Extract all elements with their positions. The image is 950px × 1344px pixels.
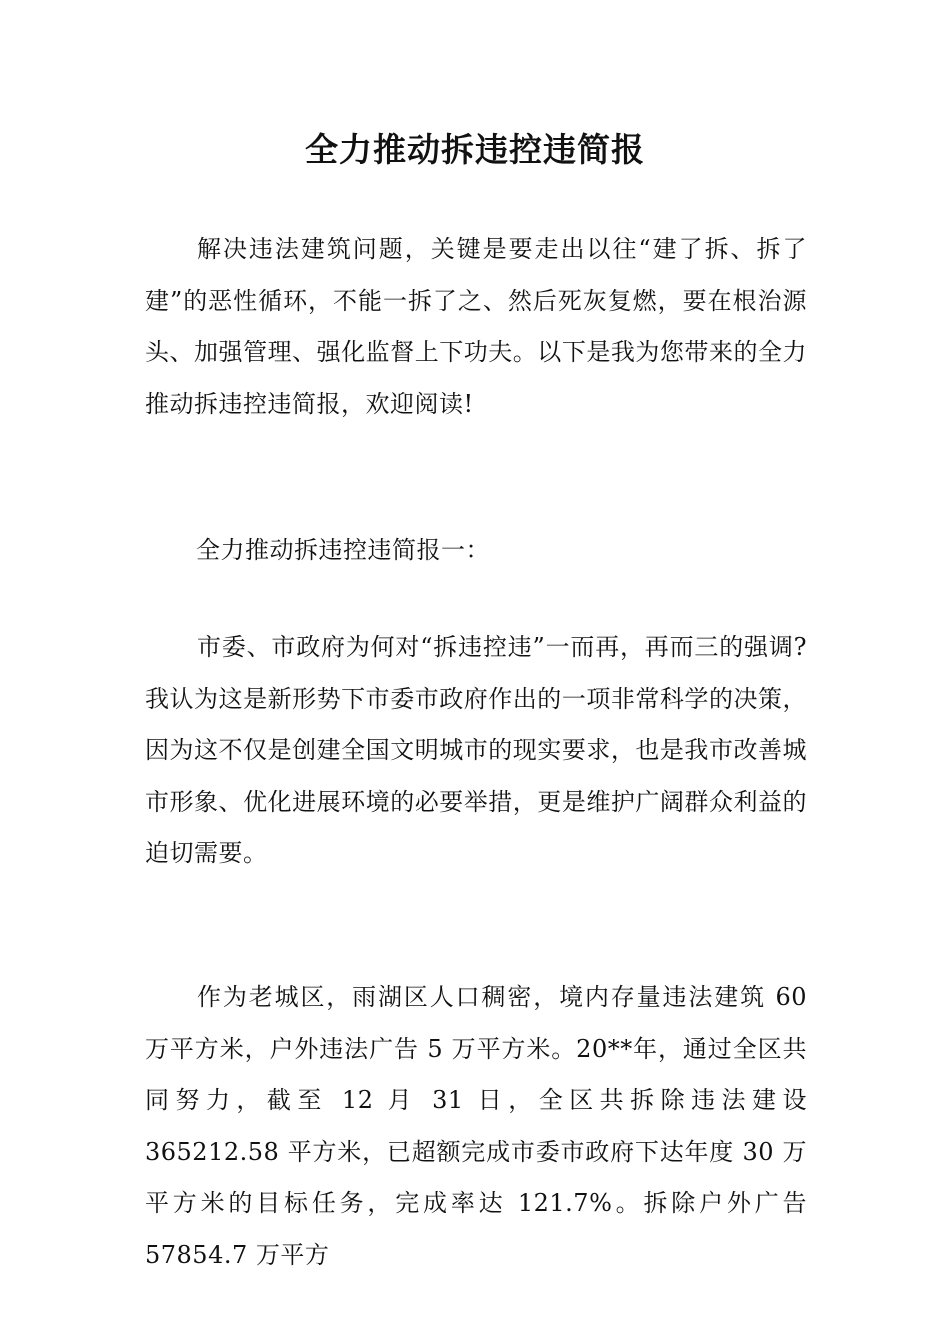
document-title: 全力推动拆违控违简报 (305, 130, 645, 169)
body-paragraph-2: 作为老城区，雨湖区人口稠密，境内存量违法建筑 60 万平方米，户外违法广告 5 万平方米。20**年，通过全区共同努力，截至 12 月 31 日，全区共拆除违法建设 365212.58 平方米，已超额完成市委市政府下达年度 30 万平方米的目标任务，完成率达 121.7%。拆除户外广告 57854.7 万平方 (145, 983, 807, 1269)
intro-paragraph: 解决违法建筑问题，关键是要走出以往“建了拆、拆了建”的恶性循环，不能一拆了之、然后死灰复燃，要在根治源头、加强管理、强化监督上下功夫。以下是我为您带来的全力推动拆违控违简报，欢迎阅读! (145, 235, 807, 418)
section-heading: 全力推动拆违控违简报一： (196, 536, 490, 564)
body-paragraph-1: 市委、市政府为何对“拆违控违”一而再，再而三的强调?我认为这是新形势下市委市政府作出的一项非常科学的决策，因为这不仅是创建全国文明城市的现实要求，也是我市改善城市形象、优化进展环境的必要举措，更是维护广阔群众利益的迫切需要。 (145, 633, 807, 867)
